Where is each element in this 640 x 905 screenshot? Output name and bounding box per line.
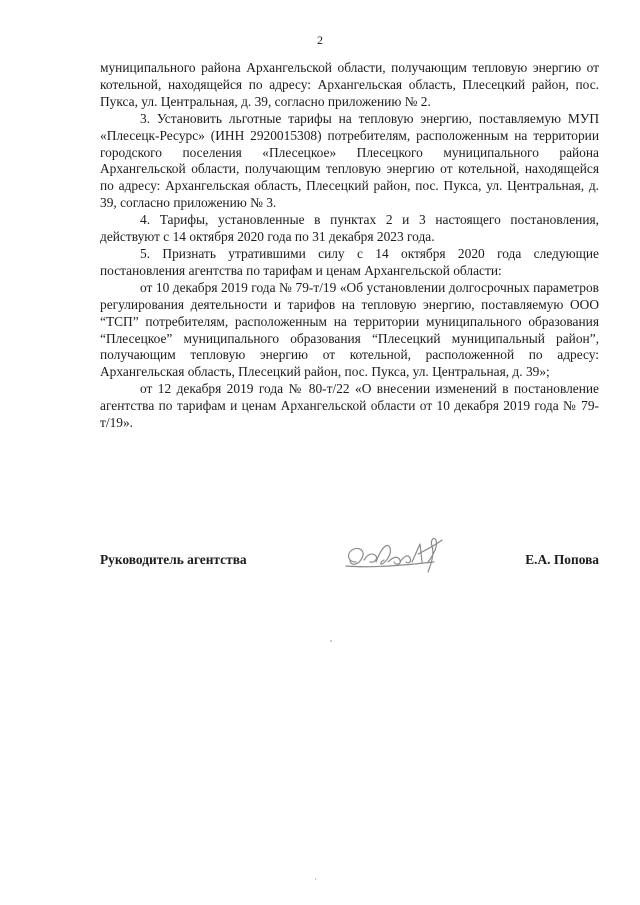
signatory-title: Руководитель агентства: [100, 552, 247, 567]
repealed-act-2: от 12 декабря 2019 года № 80-т/22 «О внесении изменений в постановление агентства по тарифам и ценам Архангельской области от 10 декабря 2019 года № 79-т/19».: [100, 381, 599, 431]
signature-block: [100, 548, 599, 588]
paragraph-item-5: 5. Признать утратившими силу с 14 октября 2020 года следующие постановления агентства по тарифам и ценам Архангельской области:: [100, 245, 599, 278]
scan-speck: [330, 640, 332, 642]
handwritten-signature: [338, 532, 458, 580]
page-number: 2: [317, 33, 323, 47]
paragraph-item-4: 4. Тарифы, установленные в пунктах 2 и 3 настоящего постановления, действуют с 14 октября 2020 года по 31 декабря 2023 года.: [100, 212, 599, 245]
paragraph-continuation: муниципального района Архангельской области, получающим тепловую энергию от котельной, находящейся по адресу: Архангельская область, Плесецкий район, пос. Пукса, ул. Центральная, д. 39, согласно приложению № 2.: [100, 60, 599, 109]
scan-speck: [315, 878, 316, 880]
document-body: [100, 60, 599, 432]
paragraph-item-3: 3. Установить льготные тарифы на тепловую энергию, поставляемую МУП «Плесецк-Ресурс» (ИНН 2920015308) потребителям, расположенным на территории городского поселения «Плесецкое» Плесецкого муниципального района Архангельской области, получающим тепловую энергию от котельной, находящейся по адресу: Архангельская область, Плесецкий район, пос. Пукса, ул. Центральная, д. 39, согласно приложению № 3.: [100, 110, 599, 211]
signatory-name: Е.А. Попова: [525, 552, 599, 567]
repealed-act-1: от 10 декабря 2019 года № 79-т/19 «Об установлении долгосрочных параметров регулирования деятельности и тарифов на тепловую энергию, поставляемую ООО “ТСП” потребителям, расположенным на территории муниципального образования “Плесецкое” муниципального образования “Плесецкий муниципальный район”, получающим тепловую энергию от котельной, расположенной по адресу: Архангельская область, Плесецкий район, пос. Пукса, ул. Центральная, д. 39»;: [100, 279, 599, 380]
